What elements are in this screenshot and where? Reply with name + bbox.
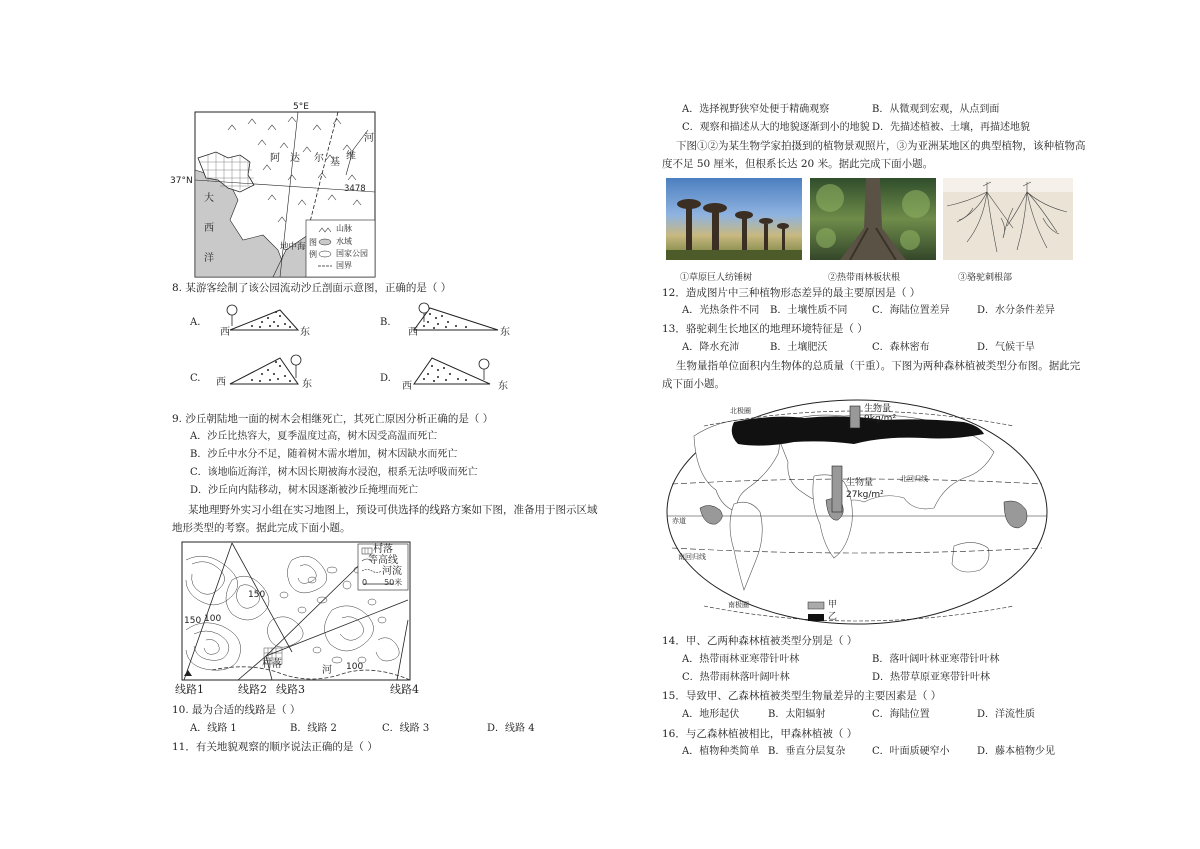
east-label: 东 <box>498 381 508 392</box>
longitude-label: 5°E <box>293 102 309 112</box>
question-13-stem: 13．骆驼刺生长地区的地理环境特征是（ ） <box>662 323 868 335</box>
atlas-label-5: 维 <box>346 151 356 162</box>
equator-label: 赤道 <box>672 517 686 525</box>
west-label: 西 <box>216 377 226 388</box>
question-9-stem: 9. 沙丘朝陆地一面的树木会相继死亡，其死亡原因分析正确的是（ ） <box>172 413 494 425</box>
tropic-cancer-label: 北回归线 <box>900 475 928 483</box>
contour-150b-label: 150 <box>184 616 202 626</box>
latitude-label: 37°N <box>170 176 193 186</box>
camelthorn-root-drawing <box>943 178 1073 260</box>
contour-100-label: 100 <box>204 614 222 624</box>
map2-legend-river: 河流 <box>382 566 402 577</box>
tropic-capricorn-label: 南回归线 <box>678 553 706 561</box>
east-label: 东 <box>500 327 510 338</box>
atlantic-label-3: 洋 <box>204 253 214 264</box>
q12-option-d[interactable]: D．水分条件差异 <box>977 305 1056 316</box>
q12-option-b[interactable]: B．土壤性质不同 <box>770 305 848 316</box>
baobab-photo <box>666 178 802 260</box>
q12-option-c[interactable]: C．海陆位置差异 <box>872 305 950 316</box>
west-label: 西 <box>220 327 230 338</box>
q15-option-b[interactable]: B．太阳辐射 <box>768 709 826 720</box>
map2-legend-village: 村落 <box>373 544 393 555</box>
question-14-stem: 14．甲、乙两种森林植被类型分别是（ ） <box>662 635 858 647</box>
contour-100b-label: 100 <box>346 662 364 672</box>
q14-option-b[interactable]: B．落叶阔叶林亚寒带针叶林 <box>872 654 1000 665</box>
question-16-stem: 16．与乙森林植被相比，甲森林植被（ ） <box>662 728 858 740</box>
route-2-label: 线路2 <box>238 683 267 696</box>
q16-option-a[interactable]: A．植物种类简单 <box>682 746 760 757</box>
q10-option-a[interactable]: A．线路 1 <box>190 723 237 734</box>
legend-yi: 乙 <box>828 612 838 622</box>
legend-title-2: 例 <box>309 250 317 259</box>
q12-option-a[interactable]: A．光热条件不同 <box>682 305 760 316</box>
biomass-1-value: 9kg/m² <box>864 414 897 424</box>
arctic-circle-label: 北极圈 <box>730 407 751 415</box>
map2-legend-contour: 等高线 <box>368 555 398 566</box>
q8-option-b[interactable] <box>380 300 520 340</box>
contour-150-label: 150 <box>248 590 266 600</box>
world-forest-distribution-map <box>664 396 1050 628</box>
atlantic-label-1: 大 <box>204 193 214 204</box>
q11-option-b[interactable]: B．从微观到宏观，从点到面 <box>872 104 1000 115</box>
q10-option-b[interactable]: B．线路 2 <box>290 723 337 734</box>
q8-option-a[interactable] <box>190 302 320 342</box>
q16-option-d[interactable]: D．藤本植物少见 <box>977 746 1056 757</box>
atlantic-label-2: 西 <box>204 223 214 234</box>
legend-park: 国家公园 <box>336 249 368 258</box>
q15-option-c[interactable]: C．海陆位置 <box>872 709 930 720</box>
elevation-label: 3478 <box>344 184 366 194</box>
atlas-label-2: 达 <box>290 153 300 164</box>
q9-option-b[interactable]: B．沙丘中水分不足，随着树木需水增加，树木因缺水而死亡 <box>190 449 458 460</box>
atlas-label-1: 阿 <box>270 153 280 164</box>
question-11-stem: 11．有关地貌观察的顺序说法正确的是（ ） <box>172 741 378 753</box>
legend-border: 国界 <box>336 261 352 270</box>
option-label: D. <box>380 373 391 384</box>
q10-option-c[interactable]: C．线路 3 <box>382 723 430 734</box>
q9-option-a[interactable]: A．沙丘比热容大，夏季温度过高，树木因受高温而死亡 <box>190 431 438 442</box>
question-15-stem: 15．导致甲、乙森林植被类型生物量差异的主要因素是（ ） <box>662 690 942 702</box>
west-label: 西 <box>402 381 412 392</box>
legend-water: 水域 <box>336 237 352 246</box>
intro-biomass-line2: 成下面小题。 <box>662 378 725 390</box>
q13-option-a[interactable]: A．降水充沛 <box>682 342 740 353</box>
west-label: 西 <box>408 327 418 338</box>
village-label: 村落 <box>262 659 282 670</box>
question-12-stem: 12．造成图片中三种植物形态差异的最主要原因是（ ） <box>662 287 921 299</box>
antarctic-circle-label: 南极圈 <box>728 601 749 609</box>
mediterranean-label: 地中海 <box>280 242 306 252</box>
biomass-2-value: 27kg/m² <box>846 490 884 500</box>
east-label: 东 <box>300 327 310 338</box>
q11-option-c[interactable]: C．观察和描述从大的地貌逐渐到小的地貌 <box>682 122 870 133</box>
map2-scale-50: 50米 <box>384 578 403 587</box>
park-location-map <box>168 100 388 280</box>
route-4-label: 线路4 <box>390 683 419 696</box>
intro-biomass-line1: 生物量指单位面积内生物体的总质量（干重）。下图为两种森林植被类型分布图。据此完 <box>676 360 1081 372</box>
intro-route-line1: 某地理野外实习小组在实习地图上，预设可供选择的线路方案如下图，准备用于图示区域 <box>188 504 598 516</box>
q13-option-b[interactable]: B．土壤肥沃 <box>770 342 828 353</box>
q10-option-d[interactable]: D．线路 4 <box>487 723 535 734</box>
legend-title-1: 图 <box>309 238 317 247</box>
map2-scale-zero: 0 <box>362 578 368 587</box>
photo-caption-3: ③骆驼刺根部 <box>958 273 1013 283</box>
east-label: 东 <box>302 379 312 390</box>
q15-option-d[interactable]: D．洋流性质 <box>977 709 1036 720</box>
biomass-1-label: 生物量 <box>864 404 892 414</box>
q9-option-d[interactable]: D．沙丘向内陆移动，树木因逐渐被沙丘掩埋而死亡 <box>190 485 419 496</box>
river-map-label: 河 <box>322 665 332 676</box>
q16-option-c[interactable]: C．叶面质硬窄小 <box>872 746 950 757</box>
photo-caption-2: ②热带雨林板状根 <box>828 273 901 283</box>
legend-mountain: 山脉 <box>336 224 352 233</box>
q9-option-c[interactable]: C．该地临近海洋，树木因长期被海水浸泡，根系无法呼吸而死亡 <box>190 467 478 478</box>
option-label: A. <box>190 317 201 328</box>
q14-option-a[interactable]: A．热带雨林亚寒带针叶林 <box>682 654 800 665</box>
q13-option-c[interactable]: C．森林密布 <box>872 342 930 353</box>
intro-plants-line1: 下图①②为某生物学家拍摄到的植物景观照片，③为亚洲某地区的典型植物，该种植物高 <box>676 140 1086 152</box>
option-label: B. <box>380 317 391 328</box>
q8-option-d[interactable] <box>380 352 520 394</box>
q14-option-d[interactable]: D．热带草原亚寒带针叶林 <box>872 672 991 683</box>
rainforest-photo <box>810 178 936 260</box>
atlas-label-4: 基 <box>330 157 340 168</box>
q8-option-c[interactable] <box>190 352 320 392</box>
legend-jia: 甲 <box>828 600 838 610</box>
biomass-2-label: 生物量 <box>846 478 874 488</box>
intro-plants-line2: 度不足 50 厘米，但根系长达 20 米。据此完成下面小题。 <box>662 158 934 170</box>
question-10-stem: 10. 最为合适的线路是（ ） <box>172 704 301 716</box>
route-contour-map <box>172 540 422 700</box>
photo-caption-1: ①草原巨人纺锤树 <box>680 273 753 283</box>
q15-option-a[interactable]: A．地形起伏 <box>682 709 740 720</box>
q11-option-d[interactable]: D．先描述植被、土壤，再描述地貌 <box>872 122 1031 133</box>
q16-option-b[interactable]: B．垂直分层复杂 <box>768 746 846 757</box>
atlas-label-3: 尔 <box>314 153 324 164</box>
q14-option-c[interactable]: C．热带雨林落叶阔叶林 <box>682 672 790 683</box>
route-3-label: 线路3 <box>276 683 305 696</box>
question-8-stem: 8. 某游客绘制了该公园流动沙丘剖面示意图，正确的是（ ） <box>172 282 452 294</box>
route-1-label: 线路1 <box>175 683 204 696</box>
q11-option-a[interactable]: A．选择视野狭窄处便于精确观察 <box>682 104 830 115</box>
river-label: 河 <box>364 133 374 144</box>
option-label: C. <box>190 373 201 384</box>
intro-route-line2: 地形类型的考察。据此完成下面小题。 <box>172 522 351 534</box>
q13-option-d[interactable]: D．气候干旱 <box>977 342 1036 353</box>
